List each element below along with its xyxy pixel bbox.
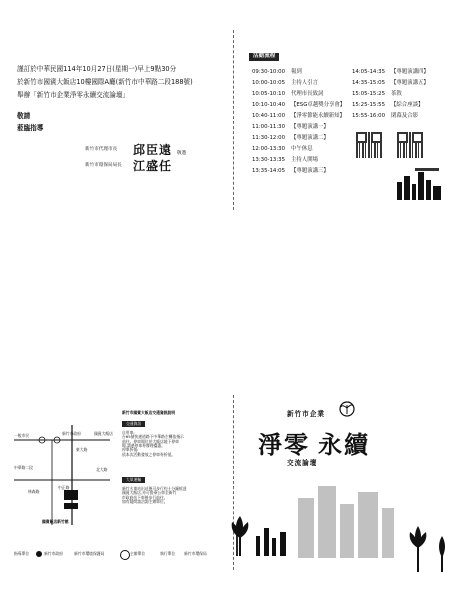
schedule-item: 茶敘 (391, 91, 402, 97)
schedule-item: 主持人開場 (291, 157, 318, 163)
schedule-time: 13:35-14:05 (252, 168, 286, 174)
cover-title-b: 永續 (318, 430, 370, 459)
schedule-row (252, 155, 318, 163)
schedule-row (352, 78, 429, 86)
schedule-row (252, 166, 329, 174)
schedule-time: 13:30-13:35 (252, 157, 286, 163)
schedule-time: 10:00-10:05 (252, 80, 286, 86)
schedule-item: 主持人引言 (291, 80, 318, 86)
schedule-row (252, 100, 345, 108)
notes-block-2 (122, 487, 187, 504)
map-label-beida: 北大路 (96, 467, 108, 472)
map-label-city-hall: 新竹市政府 (62, 431, 81, 436)
notes-line: 依本次活動發放之停車券折抵。 (122, 451, 176, 457)
logo-label-5: 執行單位 (160, 551, 176, 556)
cityscape-illustration (228, 478, 464, 574)
map-label-linsen: 林森路 (28, 489, 40, 494)
schedule-row (252, 122, 329, 130)
schedule-time: 10:40-11:00 (252, 113, 286, 119)
schedule-header: 活動流程 (249, 53, 279, 61)
schedule-item: 【淨零節能永續新知】 (291, 113, 345, 119)
host2-name: 江盛任 (133, 159, 173, 173)
schedule-item: 【綜合座談】 (391, 102, 424, 108)
schedule-row (352, 67, 429, 75)
host2-title: 新竹市環保局局長 (85, 163, 122, 168)
schedule-item: 【專題演講一】 (291, 124, 329, 130)
cover-title-a: 淨零 (258, 430, 310, 459)
schedule-row (252, 67, 302, 75)
city-silhouette-icon (395, 168, 443, 200)
logo-label-1: 指導單位 (14, 551, 30, 556)
invite-line-2: 於新竹市國賓大飯店10樓國際A廳(新竹市中華路二段188號) (17, 78, 193, 86)
schedule-row (352, 111, 418, 119)
cover-subtitle: 交流論壇 (287, 459, 318, 467)
sprout-icon (336, 400, 358, 418)
notes-line: 場,請憑停車券辦理優惠。 (122, 443, 165, 449)
logo-label-3: 主辦單位 (130, 551, 146, 556)
schedule-time: 15:55-16:00 (352, 113, 386, 119)
invite-guide: 蒞臨指導 (17, 124, 44, 132)
epb-logo-icon (120, 550, 130, 560)
schedule-row (252, 144, 313, 152)
schedule-row (252, 111, 345, 119)
schedule-item: 【ESG卓越獎分享會】 (291, 102, 346, 108)
notes-line: 如有疑問請洽詢主辦單位。 (122, 499, 168, 505)
notes-sub-2: 大眾運輸 (122, 477, 145, 483)
schedule-time: 10:10-10:40 (252, 102, 286, 108)
notes-line: 停車折抵: (122, 447, 139, 453)
schedule-row (252, 78, 318, 86)
schedule-item: 【專題演講二】 (291, 135, 329, 141)
logo-label-2: 新竹市政府 (44, 551, 63, 556)
notes-line: 國賓大飯店,亦可搭乘公車至新竹 (122, 490, 177, 496)
invite-line-3: 舉辦「新竹市企業淨零永續交流論壇」 (17, 91, 130, 99)
map-venue-label: 國賓飯店新竹館 (42, 519, 69, 524)
schedule-row (252, 89, 323, 97)
schedule-time: 15:25-15:55 (352, 102, 386, 108)
schedule-item: 代理市長致詞 (291, 91, 324, 97)
bow-text: 敬邀 (177, 151, 187, 156)
schedule-item: 【專題演講三】 (291, 168, 329, 174)
city-logo-icon (36, 551, 42, 557)
schedule-time: 14:35-15:05 (352, 80, 386, 86)
schedule-time: 11:00-11:30 (252, 124, 286, 130)
map-label-hotel: 國賓大飯店 (94, 431, 113, 436)
schedule-row (352, 89, 402, 97)
schedule-time: 11:30-12:00 (252, 135, 286, 141)
qr-code-icon (356, 132, 382, 158)
schedule-time: 15:05-15:25 (352, 91, 386, 97)
cover-org: 新竹市企業 (287, 410, 325, 418)
schedule-item: 中午休息 (291, 146, 313, 152)
invite-respect: 敬請 (17, 112, 31, 120)
schedule-time: 09:30-10:00 (252, 69, 286, 75)
schedule-item: 【專題演講五】 (391, 80, 429, 86)
notes-line: 市政府站下車後步行前往。 (122, 494, 168, 500)
map-label-dongda: 東大路 (76, 447, 88, 452)
schedule-item: 閉幕及合影 (391, 113, 418, 119)
map-label-road: 一般市民 (14, 433, 30, 438)
map-label-zhonghua: 中華路二段 (14, 465, 33, 470)
schedule-item: 【專題演講四】 (391, 69, 429, 75)
notes-line: 前往。停車場位於大飯店地下停車 (122, 438, 179, 444)
logo-label-4: 新竹市環境保護局 (74, 551, 105, 556)
schedule-time: 12:00-13:30 (252, 146, 286, 152)
schedule-row (252, 133, 329, 141)
notes-heading: 新竹市國賓大飯店交通資訊說明 (122, 410, 176, 415)
notes-sub-1: 交通資訊 (122, 421, 145, 427)
qr-code-icon (397, 132, 423, 158)
host1-title: 新竹市代理市長 (85, 147, 118, 152)
fold-line-top (233, 30, 234, 210)
map-label-zhongzheng: 中正路 (58, 485, 70, 490)
schedule-item: 報到 (291, 69, 302, 75)
schedule-time: 14:05-14:35 (352, 69, 386, 75)
notes-block-1 (122, 431, 184, 457)
notes-line: 新竹火車站出站後可步行約十分鐘抵達 (122, 486, 187, 491)
notes-line: 台65號快速道路下中華路左轉依指示 (122, 434, 184, 440)
logo-label-6: 新竹市環保局 (184, 551, 207, 556)
notes-line: 自用車: (122, 430, 135, 435)
schedule-time: 10:05-10:10 (252, 91, 286, 97)
invite-line-1: 謹訂於中華民國114年10月27日(星期一)早上9點30分 (17, 65, 177, 73)
host1-name: 邱臣遠 (133, 143, 173, 157)
schedule-row (352, 100, 423, 108)
location-map (12, 425, 112, 525)
